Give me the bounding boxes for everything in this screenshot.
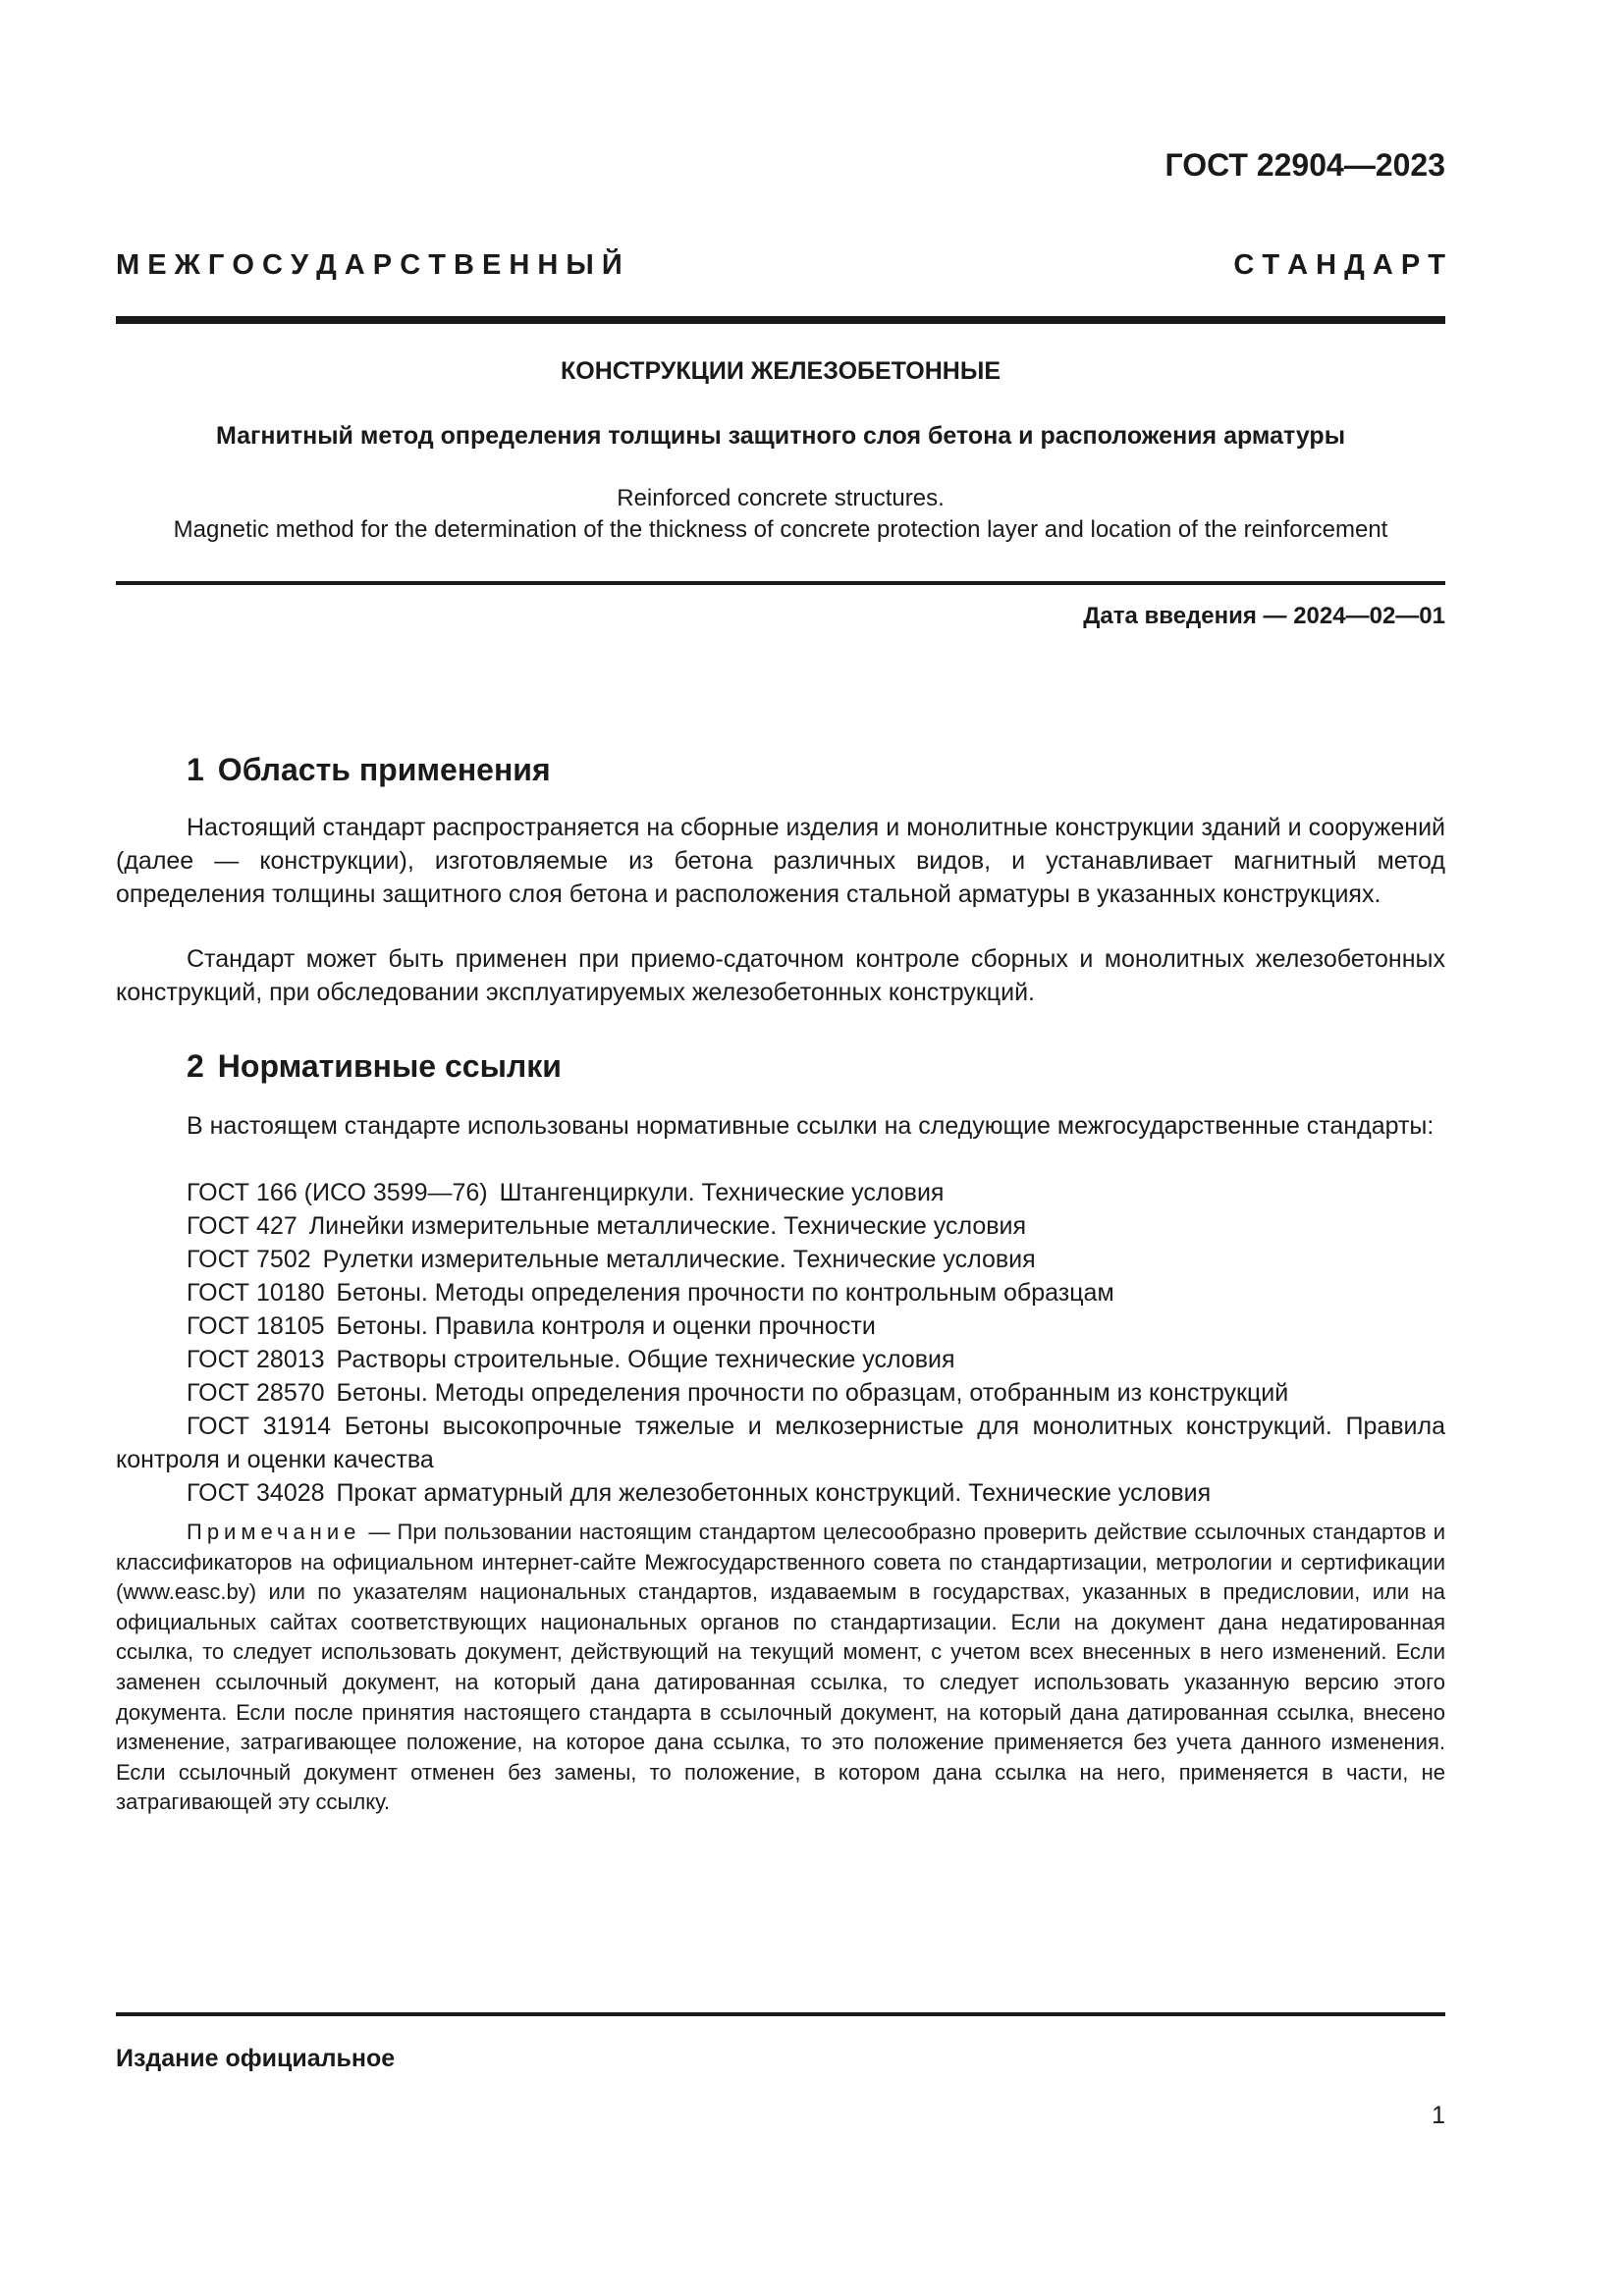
reference-title: Бетоны. Правила контроля и оценки прочности	[336, 1312, 876, 1340]
reference-code: ГОСТ 166 (ИСО 3599—76)	[187, 1179, 488, 1206]
reference-item	[187, 1376, 1288, 1410]
english-title-line-1: Reinforced concrete structures.	[617, 485, 945, 511]
references-intro: В настоящем стандарте использованы нормативные ссылки на следующие межгосударственные стандарты:	[187, 1112, 1435, 1140]
reference-code: ГОСТ 427	[187, 1212, 298, 1240]
reference-title: Бетоны. Методы определения прочности по контрольным образцам	[336, 1279, 1114, 1307]
reference-title: Бетоны. Методы определения прочности по образцам, отобранным из конструкций	[336, 1379, 1289, 1407]
reference-title: Прокат арматурный для железобетонных конструкций. Технические условия	[336, 1479, 1212, 1507]
reference-code: ГОСТ 34028	[187, 1479, 325, 1507]
reference-code: ГОСТ 7502	[187, 1246, 311, 1273]
note-label: Примечание	[187, 1520, 361, 1544]
banner-word-standard: С Т А Н Д А Р Т	[1233, 249, 1445, 281]
english-title	[86, 483, 1475, 546]
section-title: Нормативные ссылки	[217, 1048, 562, 1084]
reference-title: Бетоны высокопрочные тяжелые и мелкозернистые для монолитных конструкций. Правила контроля и оценки качества	[116, 1413, 1446, 1473]
document-number: ГОСТ 22904—2023	[1164, 147, 1445, 183]
introduction-date: Дата введения — 2024—02—01	[1083, 603, 1445, 629]
official-edition-label: Издание официальное	[116, 2045, 396, 2072]
reference-item	[187, 1209, 1026, 1243]
section-title: Область применения	[217, 752, 551, 787]
note-text: — При пользовании настоящим стандартом целесообразно проверить действие ссылочных стандартов и классификаторов на официальном интернет-сайте Межгосударственного совета по стандартизации, метрологии и сертификации (www.easc.by) или по указателям национальных стандартов, издаваемым в государствах, указанных в предисловии, или на официальных сайтах соответствующих национальных органов по стандартизации. Если на документ дана недатированная ссылка, то следует использовать документ, действующий на текущий момент, с учетом всех внесенных в него изменений. Если заменен ссылочный документ, на который дана датированная ссылка, то следует использовать указанную версию этого документа. Если после принятия настоящего стандарта в ссылочный документ, на который дана датированная ссылка, внесено изменение, затрагивающее положение, на которое дана ссылка, то это положение применяется без учета данного изменения. Если ссылочный документ отменен без замены, то положение, в котором дана ссылка на него, применяется в части, не затрагивающей эту ссылку.	[116, 1520, 1445, 1815]
banner-word-interstate: М Е Ж Г О С У Д А Р С Т В Е Н Н Ы Й	[116, 249, 623, 281]
english-title-line-2: Magnetic method for the determination of the thickness of concrete protection layer and location of the reinforcement	[173, 516, 1388, 543]
reference-title: Рулетки измерительные металлические. Технические условия	[322, 1246, 1036, 1273]
references-note	[116, 1518, 1445, 1818]
page-number: 1	[1432, 2102, 1445, 2129]
reference-item	[187, 1276, 1114, 1309]
title-divider	[116, 581, 1445, 585]
reference-item	[187, 1343, 955, 1376]
header-divider	[116, 316, 1445, 324]
reference-item	[187, 1176, 944, 1209]
reference-item	[116, 1410, 1445, 1476]
footer-divider	[116, 2012, 1445, 2016]
reference-code: ГОСТ 18105	[187, 1312, 325, 1340]
reference-code: ГОСТ 10180	[187, 1279, 325, 1307]
reference-title: Растворы строительные. Общие технические условия	[336, 1346, 955, 1373]
reference-code: ГОСТ 28570	[187, 1379, 325, 1407]
reference-code: ГОСТ 28013	[187, 1346, 325, 1373]
section-number: 2	[187, 1048, 204, 1084]
reference-code: ГОСТ 31914	[187, 1413, 332, 1440]
reference-item	[187, 1243, 1036, 1276]
scope-paragraph-1: Настоящий стандарт распространяется на сборные изделия и монолитные конструкции зданий и сооружений (далее — конструкции), изготовляемые из бетона различных видов, и устанавливает магнитный метод определения толщины защитного слоя бетона и расположения стальной арматуры в указанных конструкциях.	[116, 814, 1445, 908]
reference-title: Линейки измерительные металлические. Технические условия	[308, 1212, 1027, 1240]
section-heading-scope	[187, 752, 551, 788]
scope-paragraph-2: Стандарт может быть применен при приемо-сдаточном контроле сборных и монолитных железобетонных конструкций, при обследовании эксплуатируемых железобетонных конструкций.	[116, 945, 1445, 1006]
interstate-standard-banner	[116, 249, 1445, 282]
document-title: КОНСТРУКЦИИ ЖЕЛЕЗОБЕТОННЫЕ	[560, 357, 1001, 385]
document-subtitle: Магнитный метод определения толщины защитного слоя бетона и расположения арматуры	[215, 422, 1346, 450]
reference-item	[187, 1309, 876, 1343]
section-number: 1	[187, 752, 204, 787]
section-heading-references	[187, 1048, 562, 1085]
reference-title: Штангенциркули. Технические условия	[499, 1179, 945, 1206]
reference-item	[187, 1476, 1211, 1510]
